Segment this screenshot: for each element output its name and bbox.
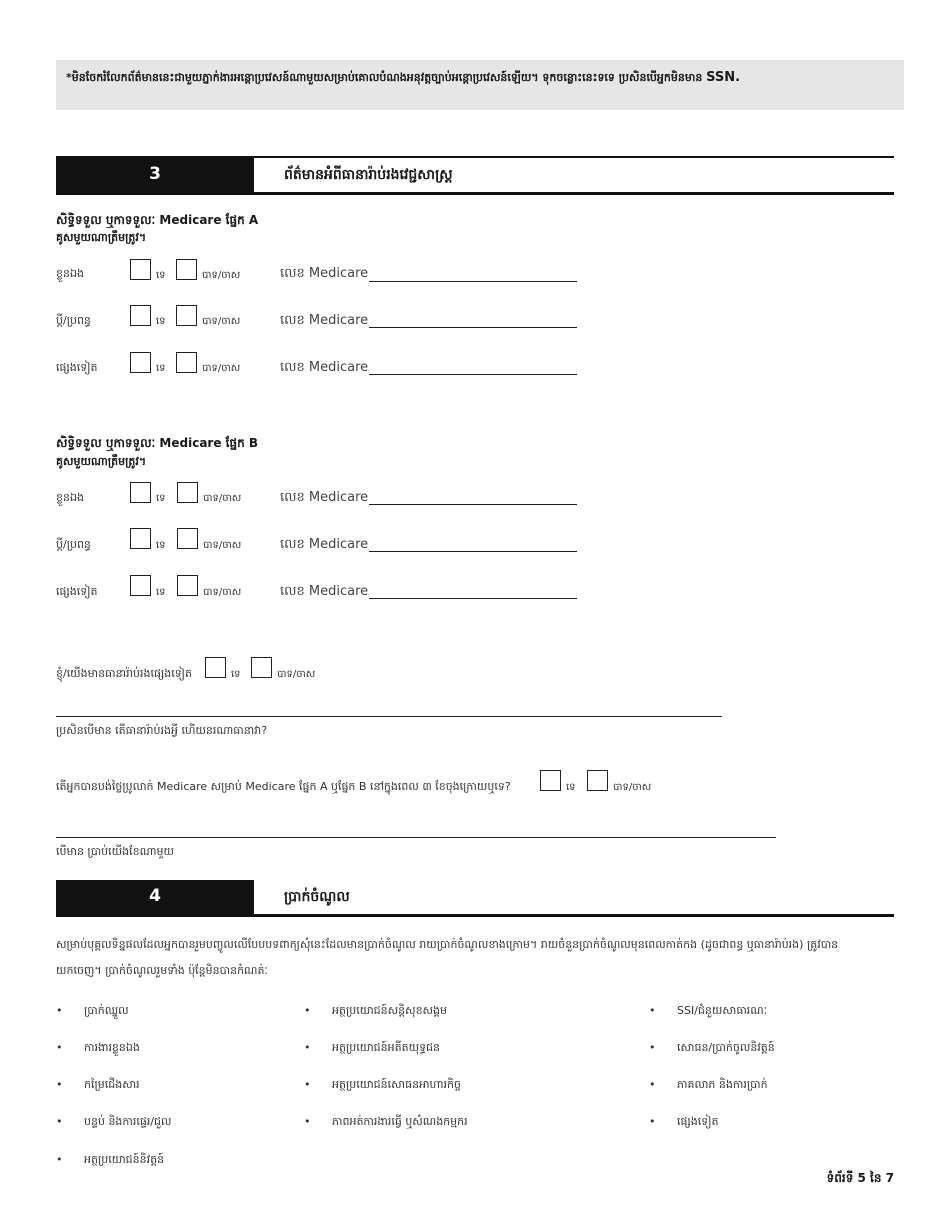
medicare-number-label: លេខ Medicare [280, 266, 369, 281]
no-label: ទេ [156, 316, 166, 327]
part-b-other-no-checkbox[interactable] [130, 575, 151, 596]
row-label: ផ្សេងទៀត [56, 585, 98, 598]
list-item: • បន្ទប់ និងការផ្ទេរ/ជួល [56, 1115, 172, 1128]
unpaid-months-field[interactable] [56, 837, 776, 838]
yes-label: បាទ/ចាស [613, 782, 652, 793]
unpaid-premium-yes-checkbox[interactable] [587, 770, 608, 791]
part-a-subtitle: គូសមួយណាត្រឹមត្រូវ។ [56, 231, 147, 244]
part-a-self-yes-checkbox[interactable] [176, 259, 197, 280]
part-b-self-yes-checkbox[interactable] [177, 482, 198, 503]
no-label: ទេ [156, 587, 166, 598]
part-b-other-medicare-field[interactable] [369, 598, 577, 599]
section-4-number: 4 [56, 880, 254, 914]
no-label: ទេ [231, 669, 241, 680]
list-item: • SSI/ជំនួយសាធារណៈ [649, 1004, 768, 1017]
no-label: ទេ [156, 363, 166, 374]
other-insurance-question: ខ្ញុំ/យើងមានធានារ៉ាប់រងផ្សេងទៀត [56, 667, 192, 680]
medicare-number-label: លេខ Medicare [280, 360, 369, 375]
other-insurance-no-checkbox[interactable] [205, 657, 226, 678]
medicare-number-label: លេខ Medicare [280, 313, 369, 328]
part-a-other-no-checkbox[interactable] [130, 352, 151, 373]
list-item: • អត្ថប្រយោជន៍អតីតយុទ្ធជន [304, 1041, 441, 1054]
part-a-self-medicare-field[interactable] [369, 281, 577, 282]
part-b-other-yes-checkbox[interactable] [177, 575, 198, 596]
part-b-subtitle: គូសមួយណាត្រឹមត្រូវ។ [56, 455, 147, 468]
list-item: • អត្ថប្រយោជន៍និវត្តន៍ [56, 1153, 165, 1166]
part-b-spouse-no-checkbox[interactable] [130, 528, 151, 549]
part-a-spouse-yes-checkbox[interactable] [176, 305, 197, 326]
medicare-number-label: លេខ Medicare [280, 537, 369, 552]
no-label: ទេ [156, 540, 166, 551]
other-insurance-caption: ប្រសិនបើមាន តើធានារ៉ាប់រងអ្វី ហើយនរណាធានាវា? [56, 724, 268, 737]
part-a-title: សិទ្ធិទទួល ឬកាទទួលៈ Medicare ផ្នែក A [56, 213, 259, 227]
list-item: • អត្ថប្រយោជន៍សោធនអាហារកិច្ច [304, 1078, 461, 1091]
notice-text: *មិនចែករំលែកព័ត៌មាននេះជាមួយភ្នាក់ងារអន្តោប្រវេសន៍ណាមួយសម្រាប់គោលបំណងអនុវត្តច្បាប់អន្តោប្រវេសន៍ឡើយ។ ទុកចន្លោះនេះទទេ ប្រសិនបើអ្នកមិនមាន SSN. [66, 70, 741, 85]
part-a-spouse-no-checkbox[interactable] [130, 305, 151, 326]
list-item: • កម្រៃជើងសារ [56, 1078, 140, 1091]
yes-label: បាទ/ចាស [202, 363, 241, 374]
part-b-self-no-checkbox[interactable] [130, 482, 151, 503]
row-label: ប្តី/ប្រពន្ធ [56, 538, 91, 551]
no-label: ទេ [156, 270, 166, 281]
part-a-other-yes-checkbox[interactable] [176, 352, 197, 373]
list-item: • ភាពអត់ការងារធ្វើ ឬសំណងកម្មករ [304, 1115, 468, 1128]
part-b-spouse-yes-checkbox[interactable] [177, 528, 198, 549]
part-b-spouse-medicare-field[interactable] [369, 551, 577, 552]
part-b-self-medicare-field[interactable] [369, 504, 577, 505]
list-item: • ផ្សេងទៀត [649, 1115, 719, 1128]
medicare-number-label: លេខ Medicare [280, 490, 369, 505]
row-label: ផ្សេងទៀត [56, 361, 98, 374]
list-item: • សោធន/ប្រាក់ចូលនិវត្តន៍ [649, 1041, 775, 1054]
yes-label: បាទ/ចាស [202, 316, 241, 327]
page-number: ទំព័រទី 5 នៃ 7 [826, 1171, 894, 1185]
part-a-spouse-medicare-field[interactable] [369, 327, 577, 328]
part-a-self-no-checkbox[interactable] [130, 259, 151, 280]
yes-label: បាទ/ចាស [203, 540, 242, 551]
income-instructions: សម្រាប់បុគ្គលទិន្នផលដែលអ្នកបានរួមបញ្ចូលលើបែបបទពាក្យសុំនេះដែលមានប្រាក់ចំណូល រាយប្រាក់ចំណូលខាងក្រោម។ រាយចំនួនប្រាក់ចំណូលមុនពេលកាត់កង (ដូចជាពន្ធ ឬធានារ៉ាប់រង) ត្រូវបានយកចេញ។ ប្រាក់ចំណូលរួមទាំង ប៉ុន្តែមិនបានកំណត់ៈ [56, 938, 839, 977]
list-item: • ការងារខ្លួនឯង [56, 1041, 140, 1054]
list-item: • ភាគលាភ និងការប្រាក់ [649, 1078, 768, 1091]
section-3-number: 3 [56, 158, 254, 192]
other-insurance-yes-checkbox[interactable] [251, 657, 272, 678]
list-item: • អត្ថប្រយោជន៍សន្តិសុខសង្គម [304, 1004, 447, 1017]
no-label: ទេ [156, 493, 166, 504]
yes-label: បាទ/ចាស [203, 587, 242, 598]
list-item: • ប្រាក់ឈ្នួល [56, 1004, 129, 1017]
yes-label: បាទ/ចាស [202, 270, 241, 281]
part-a-other-medicare-field[interactable] [369, 374, 577, 375]
unpaid-premium-question: តើអ្នកបានបង់ថ្លៃប្រូលាក់ Medicare សម្រាប់ Medicare ផ្នែក A ឬផ្នែក B នៅក្នុងពេល ៣ ខែចុងក្រោយឬទេ? [56, 780, 511, 793]
yes-label: បាទ/ចាស [277, 669, 316, 680]
no-label: ទេ [566, 782, 576, 793]
row-label: ខ្លួនឯង [56, 491, 84, 504]
row-label: ខ្លួនឯង [56, 267, 84, 280]
section-4-title: ប្រាក់ចំណូល [284, 889, 350, 905]
other-insurance-field[interactable] [56, 716, 722, 717]
yes-label: បាទ/ចាស [203, 493, 242, 504]
row-label: ប្តី/ប្រពន្ធ [56, 314, 91, 327]
unpaid-months-caption: បើមាន ប្រាប់យើងខែណាមួយ [56, 845, 174, 858]
part-b-title: សិទ្ធិទទួល ឬកាទទួលៈ Medicare ផ្នែក B [56, 436, 259, 450]
unpaid-premium-no-checkbox[interactable] [540, 770, 561, 791]
medicare-number-label: លេខ Medicare [280, 584, 369, 599]
section-3-title: ព័ត៌មានអំពីធានារ៉ាប់រងវេជ្ជសាស្ត្រ [284, 167, 453, 183]
